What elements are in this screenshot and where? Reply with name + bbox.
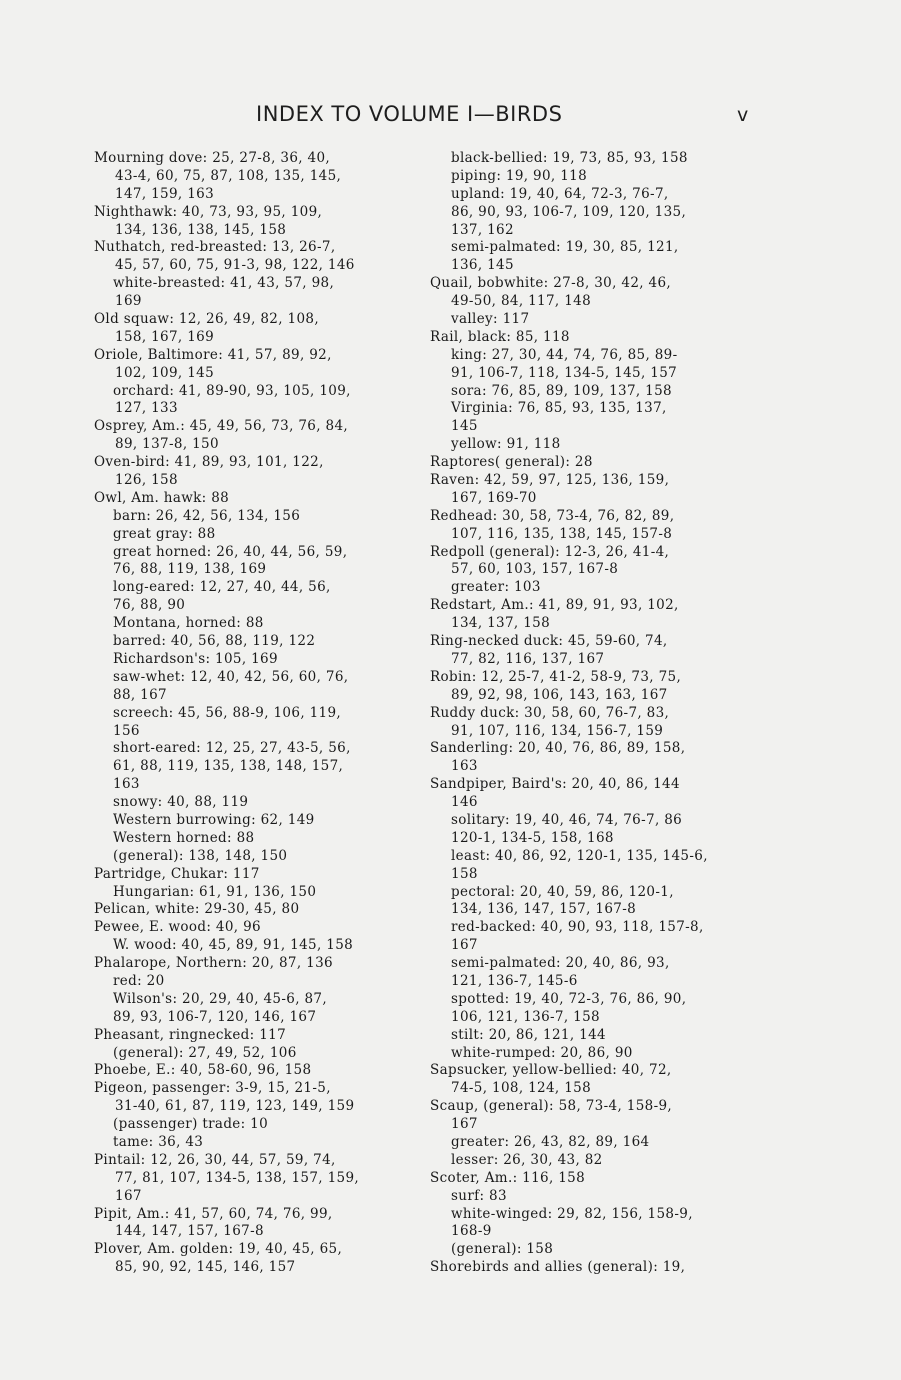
index-line: Pewee, E. wood: 40, 96 [94,919,261,936]
index-line: Sapsucker, yellow-bellied: 40, 72, [430,1062,672,1079]
index-line: Richardson's: 105, 169 [113,650,278,667]
index-line: greater: 26, 43, 82, 89, 164 [451,1133,650,1150]
index-line: spotted: 19, 40, 72-3, 76, 86, 90, [451,990,687,1007]
page-title: INDEX TO VOLUME I—BIRDS [256,102,563,126]
index-line: 168-9 [451,1223,492,1240]
index-line: 134, 136, 147, 157, 167-8 [451,901,637,918]
index-line: 167, 169-70 [451,489,537,506]
index-line: 49-50, 84, 117, 148 [451,293,592,310]
index-line: piping: 19, 90, 118 [451,167,588,184]
index-line: tame: 36, 43 [113,1133,204,1150]
index-line: Scoter, Am.: 116, 158 [430,1169,586,1186]
index-line: 88, 167 [113,686,167,703]
index-line: Nuthatch, red-breasted: 13, 26-7, [94,239,336,256]
index-line: Shorebirds and allies (general): 19, [430,1259,686,1276]
index-line: 163 [451,758,478,775]
index-line: barn: 26, 42, 56, 134, 156 [113,507,301,524]
index-line: orchard: 41, 89-90, 93, 105, 109, [113,382,351,399]
index-line: yellow: 91, 118 [451,436,561,453]
index-line: red-backed: 40, 90, 93, 118, 157-8, [451,919,704,936]
index-line: 120-1, 134-5, 158, 168 [451,829,614,846]
index-line: 163 [113,776,140,793]
index-line: Rail, black: 85, 118 [430,328,570,345]
index-column-right [430,150,752,1277]
index-line: 76, 88, 90 [113,597,186,614]
index-line: solitary: 19, 40, 46, 74, 76-7, 86 [451,811,683,828]
index-line: (general): 158 [451,1241,554,1258]
index-line: semi-palmated: 20, 40, 86, 93, [451,955,670,972]
index-line: 145 [451,418,478,435]
index-line: Phoebe, E.: 40, 58-60, 96, 158 [94,1062,312,1079]
index-line: 107, 116, 135, 138, 145, 157-8 [451,525,673,542]
index-line: Hungarian: 61, 91, 136, 150 [113,883,317,900]
index-line: 137, 162 [451,221,514,238]
index-line: upland: 19, 40, 64, 72-3, 76-7, [451,185,669,202]
index-line: Pigeon, passenger: 3-9, 15, 21-5, [94,1080,331,1097]
index-line: Western horned: 88 [113,829,255,846]
index-line: 31-40, 61, 87, 119, 123, 149, 159 [115,1098,355,1115]
index-line: Pelican, white: 29-30, 45, 80 [94,901,300,918]
index-line: pectoral: 20, 40, 59, 86, 120-1, [451,883,674,900]
index-line: Montana, horned: 88 [113,615,264,632]
index-line: Redhead: 30, 58, 73-4, 76, 82, 89, [430,507,675,524]
index-line: Quail, bobwhite: 27-8, 30, 42, 46, [430,275,672,292]
page-number: v [737,104,749,126]
index-line: 91, 107, 116, 134, 156-7, 159 [451,722,664,739]
index-line: 147, 159, 163 [115,185,215,202]
index-line: greater: 103 [451,579,541,596]
index-line: Ruddy duck: 30, 58, 60, 76-7, 83, [430,704,670,721]
index-line: saw-whet: 12, 40, 42, 56, 60, 76, [113,668,349,685]
index-line: 77, 82, 116, 137, 167 [451,650,605,667]
index-line: (general): 27, 49, 52, 106 [113,1044,297,1061]
index-line: 106, 121, 136-7, 158 [451,1008,600,1025]
index-line: Owl, Am. hawk: 88 [94,489,230,506]
index-line: valley: 117 [451,311,530,328]
index-line: short-eared: 12, 25, 27, 43-5, 56, [113,740,351,757]
index-line: semi-palmated: 19, 30, 85, 121, [451,239,679,256]
index-line: Virginia: 76, 85, 93, 135, 137, [451,400,667,417]
index-line: 144, 147, 157, 167-8 [115,1223,264,1240]
index-line: Plover, Am. golden: 19, 40, 45, 65, [94,1241,343,1258]
index-line: 167 [451,937,478,954]
index-line: 156 [113,722,140,739]
index-line: Sandpiper, Baird's: 20, 40, 86, 144 [430,776,680,793]
index-line: 121, 136-7, 145-6 [451,972,578,989]
index-line: Wilson's: 20, 29, 40, 45-6, 87, [113,990,328,1007]
index-line: 136, 145 [451,257,514,274]
index-line: king: 27, 30, 44, 74, 76, 85, 89- [451,346,678,363]
index-line: W. wood: 40, 45, 89, 91, 145, 158 [113,937,354,954]
index-line: 126, 158 [115,472,178,489]
index-line: Oven-bird: 41, 89, 93, 101, 122, [94,454,324,471]
index-line: least: 40, 86, 92, 120-1, 135, 145-6, [451,847,708,864]
index-line: Phalarope, Northern: 20, 87, 136 [94,955,333,972]
index-line: 43-4, 60, 75, 87, 108, 135, 145, [115,167,342,184]
index-line: (passenger) trade: 10 [113,1116,269,1133]
index-line: 102, 109, 145 [115,364,215,381]
index-line: Nighthawk: 40, 73, 93, 95, 109, [94,203,323,220]
index-line: Pipit, Am.: 41, 57, 60, 74, 76, 99, [94,1205,333,1222]
index-line: red: 20 [113,972,165,989]
index-line: Raptores( general): 28 [430,454,593,471]
index-line: 85, 90, 92, 145, 146, 157 [115,1259,296,1276]
index-line: surf: 83 [451,1187,507,1204]
index-line: Mourning dove: 25, 27-8, 36, 40, [94,150,331,166]
index-line: 74-5, 108, 124, 158 [451,1080,592,1097]
index-line: 158 [451,865,478,882]
index-column-left [94,150,412,1277]
index-line: sora: 76, 85, 89, 109, 137, 158 [451,382,672,399]
index-line: Pheasant, ringnecked: 117 [94,1026,287,1043]
index-line: 57, 60, 103, 157, 167-8 [451,561,619,578]
index-line: Robin: 12, 25-7, 41-2, 58-9, 73, 75, [430,668,682,685]
index-line: 167 [115,1187,142,1204]
index-line: 76, 88, 119, 138, 169 [113,561,267,578]
index-line: Osprey, Am.: 45, 49, 56, 73, 76, 84, [94,418,349,435]
index-line: 77, 81, 107, 134-5, 138, 157, 159, [115,1169,360,1186]
index-line: white-rumped: 20, 86, 90 [451,1044,633,1061]
index-line: 86, 90, 93, 106-7, 109, 120, 135, [451,203,687,220]
index-line: Sanderling: 20, 40, 76, 86, 89, 158, [430,740,686,757]
index-line: 91, 106-7, 118, 134-5, 145, 157 [451,364,678,381]
index-line: 169 [115,293,142,310]
index-line: Old squaw: 12, 26, 49, 82, 108, [94,311,319,328]
index-line: Scaup, (general): 58, 73-4, 158-9, [430,1098,673,1115]
index-line: white-winged: 29, 82, 156, 158-9, [451,1205,693,1222]
index-line: Oriole, Baltimore: 41, 57, 89, 92, [94,346,332,363]
index-line: 89, 137-8, 150 [115,436,219,453]
index-line: black-bellied: 19, 73, 85, 93, 158 [451,150,688,166]
index-line: Pintail: 12, 26, 30, 44, 57, 59, 74, [94,1151,336,1168]
index-line: Partridge, Chukar: 117 [94,865,260,882]
index-line: Redpoll (general): 12-3, 26, 41-4, [430,543,670,560]
index-line: barred: 40, 56, 88, 119, 122 [113,633,316,650]
index-line: white-breasted: 41, 43, 57, 98, [113,275,335,292]
index-line: 158, 167, 169 [115,328,215,345]
index-line: 61, 88, 119, 135, 138, 148, 157, [113,758,344,775]
index-line: 146 [451,794,478,811]
index-line: 89, 92, 98, 106, 143, 163, 167 [451,686,668,703]
index-line: great gray: 88 [113,525,216,542]
index-line: 167 [451,1116,478,1133]
index-line: Raven: 42, 59, 97, 125, 136, 159, [430,472,670,489]
index-line: (general): 138, 148, 150 [113,847,288,864]
index-line: long-eared: 12, 27, 40, 44, 56, [113,579,331,596]
index-line: 134, 136, 138, 145, 158 [115,221,287,238]
index-line: snowy: 40, 88, 119 [113,794,249,811]
index-line: stilt: 20, 86, 121, 144 [451,1026,606,1043]
index-line: Ring-necked duck: 45, 59-60, 74, [430,633,668,650]
index-line: 134, 137, 158 [451,615,551,632]
index-line: Western burrowing: 62, 149 [113,811,315,828]
index-line: Redstart, Am.: 41, 89, 91, 93, 102, [430,597,679,614]
index-line: 89, 93, 106-7, 120, 146, 167 [113,1008,317,1025]
index-line: 127, 133 [115,400,178,417]
index-line: great horned: 26, 40, 44, 56, 59, [113,543,348,560]
index-line: screech: 45, 56, 88-9, 106, 119, [113,704,342,721]
index-line: lesser: 26, 30, 43, 82 [451,1151,603,1168]
index-line: 45, 57, 60, 75, 91-3, 98, 122, 146 [115,257,355,274]
